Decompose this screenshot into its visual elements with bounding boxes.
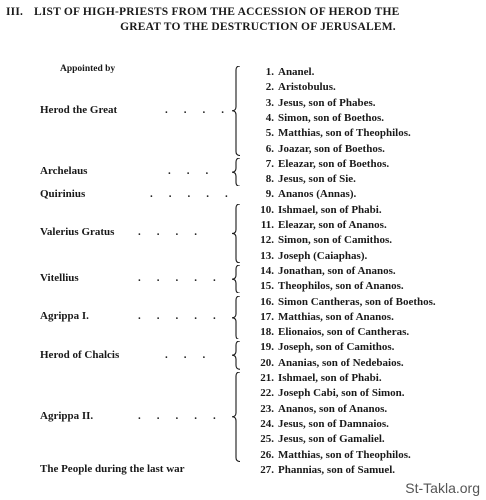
priest-number: 11. — [260, 219, 274, 231]
leader-dots: ..... — [138, 409, 232, 422]
priest-name: Joseph (Caiaphas). — [278, 249, 368, 262]
watermark: St-Takla.org — [405, 480, 480, 496]
priest-entry — [252, 143, 385, 155]
priest-entry — [252, 464, 395, 476]
priest-entry — [252, 280, 404, 292]
priest-number: 26. — [260, 448, 274, 461]
priest-entry — [252, 403, 387, 415]
priest-name: Matthias, son of Theophilos. — [278, 448, 411, 461]
priest-number: 16. — [260, 295, 274, 308]
priest-name: Ananos, son of Ananos. — [278, 402, 388, 415]
priest-number: 24. — [260, 417, 274, 430]
priest-entry — [252, 204, 382, 216]
priest-entry — [252, 219, 387, 231]
priest-entry — [252, 81, 336, 93]
group-brace — [232, 265, 242, 293]
priest-number: 10. — [260, 203, 274, 216]
heading-line-2: GREAT TO THE DESTRUCTION OF JERUSALEM. — [120, 21, 396, 33]
priest-entry — [252, 341, 394, 353]
priest-name: Jonathan, son of Ananos. — [278, 264, 396, 277]
priest-number: 1. — [265, 66, 274, 78]
priest-name: Aristobulus. — [278, 81, 336, 94]
appointer-name: Herod the Great — [40, 103, 118, 116]
priest-number: 12. — [260, 234, 274, 247]
priest-name: Ishmael, son of Phabi. — [278, 203, 382, 216]
priest-entry — [252, 97, 376, 109]
priest-number: 15. — [260, 280, 274, 293]
priest-number: 9. — [265, 188, 274, 201]
priest-number: 2. — [265, 81, 274, 94]
priest-entry — [252, 326, 409, 338]
appointer-name: The People during the last war — [40, 463, 185, 476]
group-brace — [232, 341, 242, 369]
priest-entry — [252, 311, 394, 323]
priest-entry — [252, 265, 396, 277]
priest-number: 25. — [260, 433, 274, 446]
priest-name: Matthias, son of Theophilos. — [278, 127, 411, 140]
priest-number: 19. — [260, 341, 274, 354]
appointer-name: Agrippa II. — [40, 409, 94, 422]
priest-name: Simon, son of Boethos. — [278, 111, 385, 124]
priest-number: 8. — [265, 173, 274, 186]
leader-dots: ..... — [138, 272, 232, 285]
priest-name: Eleazar, son of Boethos. — [278, 157, 390, 170]
priest-entry — [252, 112, 384, 124]
priest-entry — [252, 158, 389, 170]
priest-name: Jesus, son of Gamaliel. — [278, 433, 385, 446]
section-numeral: III. — [6, 6, 24, 18]
leader-dots: .... — [165, 103, 240, 116]
priest-entry — [252, 127, 411, 139]
group-brace — [232, 296, 242, 340]
priest-number: 14. — [260, 264, 274, 277]
group-brace — [232, 158, 242, 186]
priest-name: Joseph, son of Camithos. — [278, 341, 395, 354]
priest-number: 18. — [260, 326, 274, 339]
priest-name: Matthias, son of Ananos. — [278, 310, 394, 323]
priest-entry — [252, 418, 389, 430]
priest-name: Phannias, son of Samuel. — [278, 463, 396, 476]
priest-number: 7. — [265, 157, 274, 170]
priest-name: Ananos (Annas). — [278, 188, 357, 201]
appointer-name: Vitellius — [40, 272, 79, 285]
heading-line-1: LIST OF HIGH-PRIESTS FROM THE ACCESSION OF HEROD THE — [34, 6, 400, 18]
priest-number: 13. — [260, 249, 274, 262]
priest-entry — [252, 449, 411, 461]
leader-dots: ... — [165, 348, 222, 361]
appointer-name: Archelaus — [40, 164, 88, 177]
priest-entry — [252, 433, 385, 445]
priest-entry — [252, 357, 404, 369]
group-brace — [232, 204, 242, 263]
priest-entry — [252, 372, 382, 384]
priest-number: 6. — [265, 142, 274, 155]
appointed-by-header: Appointed by — [60, 64, 116, 74]
priest-name: Eleazar, son of Ananos. — [278, 219, 387, 231]
priest-number: 23. — [260, 402, 274, 415]
appointer-name: Quirinius — [40, 187, 86, 200]
priest-name: Jesus, son of Sie. — [278, 173, 356, 186]
priest-entry — [252, 387, 405, 399]
priest-entry — [252, 173, 356, 185]
priest-name: Joazar, son of Boethos. — [278, 142, 385, 155]
priest-entry — [252, 250, 367, 262]
priest-entry — [252, 296, 436, 308]
priest-entry — [252, 66, 314, 78]
priest-entry — [252, 234, 392, 246]
appointer-name: Agrippa I. — [40, 310, 89, 323]
leader-dots: ..... — [138, 310, 232, 323]
priest-number: 4. — [265, 111, 274, 124]
priest-name: Simon Cantheras, son of Boethos. — [278, 295, 436, 308]
leader-dots: ... — [168, 164, 225, 177]
priest-name: Simon, son of Camithos. — [278, 234, 392, 247]
priest-name: Ananel. — [278, 66, 315, 78]
appointer-name: Herod of Chalcis — [40, 348, 120, 361]
priest-name: Ananias, son of Nedebaios. — [278, 356, 404, 369]
leader-dots: .... — [138, 226, 213, 239]
appointer-name: Valerius Gratus — [40, 226, 115, 239]
priest-name: Theophilos, son of Ananos. — [278, 280, 404, 293]
priest-number: 5. — [265, 127, 274, 140]
priest-number: 3. — [265, 96, 274, 109]
list-heading — [6, 6, 482, 33]
priest-number: 20. — [260, 356, 274, 369]
priest-number: 27. — [260, 463, 274, 476]
group-brace — [232, 66, 242, 156]
priest-entry — [252, 188, 356, 200]
priest-number: 17. — [260, 310, 274, 323]
priest-name: Elionaios, son of Cantheras. — [278, 326, 410, 339]
group-brace — [232, 372, 242, 462]
priest-name: Jesus, son of Phabes. — [278, 96, 376, 109]
priest-number: 21. — [260, 372, 274, 384]
priest-name: Joseph Cabi, son of Simon. — [278, 387, 405, 400]
priest-name: Jesus, son of Damnaios. — [278, 417, 389, 430]
leader-dots: ..... — [150, 187, 244, 200]
priest-number: 22. — [260, 387, 274, 400]
priest-name: Ishmael, son of Phabi. — [278, 372, 382, 384]
